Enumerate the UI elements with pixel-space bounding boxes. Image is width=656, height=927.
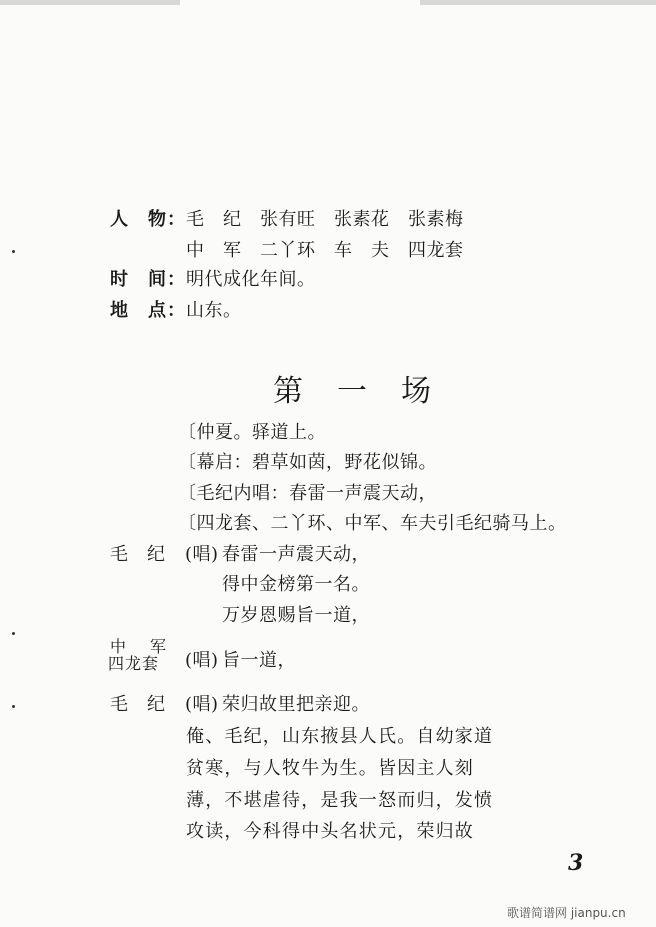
sing-marker: (唱) bbox=[185, 694, 219, 715]
cast-row-2: 中 军 二丫环 车 夫 四龙套 bbox=[186, 240, 464, 261]
scan-edge bbox=[420, 0, 656, 5]
time-value: 明代成化年间。 bbox=[186, 269, 316, 290]
margin-dot bbox=[12, 250, 15, 253]
speaker-zhongjun: 中 军 bbox=[110, 637, 171, 656]
cast-row-1: 毛 纪 张有旺 张素花 张素梅 bbox=[186, 209, 464, 230]
stage-direction-3: 〔毛纪内唱：春雷一声震天动， bbox=[178, 483, 437, 504]
speech-line-1: 俺、毛纪，山东掖县人氏。自幼家道 bbox=[186, 726, 494, 747]
speaker-silongtao: 四龙套 bbox=[108, 654, 160, 673]
speaker-maoji-2: 毛 纪 bbox=[110, 694, 166, 715]
page-number: 3 bbox=[568, 850, 584, 876]
watermark: 歌谱简谱网 jianpu.cn bbox=[507, 906, 626, 920]
stage-direction-1: 〔仲夏。驿道上。 bbox=[178, 422, 326, 443]
sing-marker: (唱) bbox=[185, 650, 219, 671]
lyric-line-1: 春雷一声震天动， bbox=[222, 544, 370, 565]
speech-line-4: 攻读，今科得中头名状元，荣归故 bbox=[186, 821, 474, 842]
speech-line-3: 薄，不堪虐待，是我一怒而归，发愤 bbox=[186, 790, 494, 811]
time-label: 时 间： bbox=[110, 269, 186, 290]
place-label: 地 点： bbox=[110, 300, 186, 321]
cast-label: 人 物： bbox=[110, 209, 186, 230]
lyric-line-5: 荣归故里把亲迎。 bbox=[222, 694, 370, 715]
stage-direction-2: 〔幕启：碧草如茵，野花似锦。 bbox=[178, 452, 437, 473]
place-value: 山东。 bbox=[186, 300, 242, 321]
speech-line-2: 贫寒，与人牧牛为生。皆因主人刻 bbox=[186, 758, 474, 779]
scene-title: 第一场 bbox=[273, 374, 465, 409]
margin-dot bbox=[12, 705, 15, 708]
margin-dot bbox=[12, 632, 15, 635]
speaker-maoji: 毛 纪 bbox=[110, 544, 166, 565]
scan-edge bbox=[0, 0, 180, 5]
lyric-line-3: 万岁恩赐旨一道， bbox=[222, 605, 370, 626]
stage-direction-4: 〔四龙套、二丫环、中军、车夫引毛纪骑马上。 bbox=[178, 513, 567, 534]
sing-marker: (唱) bbox=[185, 544, 219, 565]
lyric-line-2: 得中金榜第一名。 bbox=[222, 574, 370, 595]
lyric-line-4: 旨一道， bbox=[222, 650, 296, 671]
